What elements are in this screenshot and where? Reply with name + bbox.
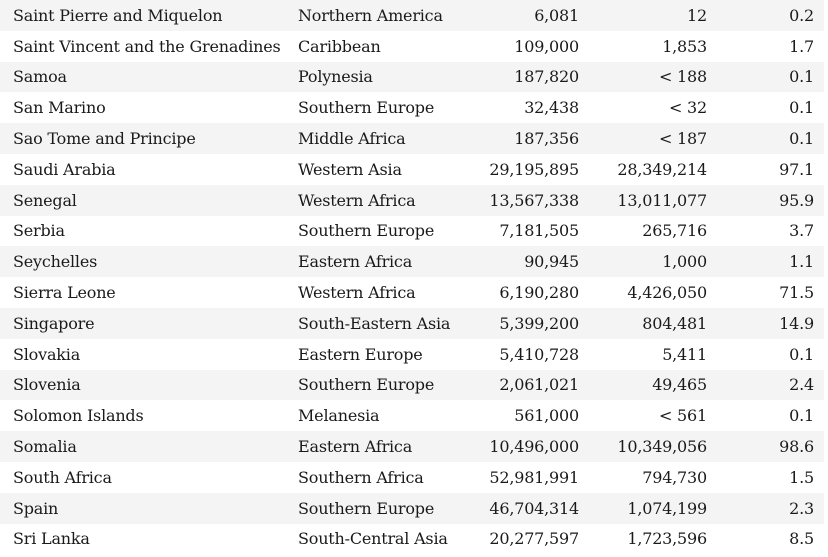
table-row bbox=[0, 92, 824, 123]
region-cell: Southern Europe bbox=[290, 92, 470, 123]
population-cell: 52,981,991 bbox=[470, 462, 585, 493]
population-cell: 6,081 bbox=[470, 0, 585, 31]
muslim-population-cell: 10,349,056 bbox=[585, 431, 713, 462]
population-cell: 20,277,597 bbox=[470, 524, 585, 555]
percent-cell: 95.9 bbox=[713, 185, 824, 216]
table-row bbox=[0, 370, 824, 401]
percent-cell: 0.1 bbox=[713, 62, 824, 93]
table-row bbox=[0, 431, 824, 462]
region-cell: South-Eastern Asia bbox=[290, 308, 470, 339]
table-row bbox=[0, 154, 824, 185]
country-cell: Sao Tome and Principe bbox=[0, 123, 290, 154]
muslim-population-cell: < 187 bbox=[585, 123, 713, 154]
population-cell: 13,567,338 bbox=[470, 185, 585, 216]
population-cell: 7,181,505 bbox=[470, 216, 585, 247]
population-cell: 561,000 bbox=[470, 400, 585, 431]
percent-cell: 1.1 bbox=[713, 246, 824, 277]
country-cell: Slovakia bbox=[0, 339, 290, 370]
percent-cell: 1.5 bbox=[713, 462, 824, 493]
population-cell: 109,000 bbox=[470, 31, 585, 62]
table-row bbox=[0, 123, 824, 154]
country-cell: Sierra Leone bbox=[0, 277, 290, 308]
country-cell: Sri Lanka bbox=[0, 524, 290, 555]
table-row bbox=[0, 216, 824, 247]
country-cell: Senegal bbox=[0, 185, 290, 216]
population-cell: 6,190,280 bbox=[470, 277, 585, 308]
region-cell: Polynesia bbox=[290, 62, 470, 93]
table-row bbox=[0, 462, 824, 493]
region-cell: Southern Europe bbox=[290, 216, 470, 247]
muslim-population-cell: 13,011,077 bbox=[585, 185, 713, 216]
country-cell: Saint Vincent and the Grenadines bbox=[0, 31, 290, 62]
muslim-population-cell: 804,481 bbox=[585, 308, 713, 339]
percent-cell: 3.7 bbox=[713, 216, 824, 247]
region-cell: Eastern Africa bbox=[290, 431, 470, 462]
percent-cell: 0.1 bbox=[713, 339, 824, 370]
muslim-population-cell: 28,349,214 bbox=[585, 154, 713, 185]
percent-cell: 14.9 bbox=[713, 308, 824, 339]
muslim-population-cell: 1,853 bbox=[585, 31, 713, 62]
region-cell: Eastern Europe bbox=[290, 339, 470, 370]
region-cell: Melanesia bbox=[290, 400, 470, 431]
country-cell: Slovenia bbox=[0, 370, 290, 401]
table-row bbox=[0, 0, 824, 31]
population-cell: 32,438 bbox=[470, 92, 585, 123]
muslim-population-cell: 1,000 bbox=[585, 246, 713, 277]
percent-cell: 0.1 bbox=[713, 123, 824, 154]
table-row bbox=[0, 31, 824, 62]
region-cell: Caribbean bbox=[290, 31, 470, 62]
population-cell: 187,820 bbox=[470, 62, 585, 93]
population-cell: 5,399,200 bbox=[470, 308, 585, 339]
country-cell: Serbia bbox=[0, 216, 290, 247]
population-cell: 46,704,314 bbox=[470, 493, 585, 524]
table-row bbox=[0, 277, 824, 308]
region-cell: South-Central Asia bbox=[290, 524, 470, 555]
population-cell: 187,356 bbox=[470, 123, 585, 154]
table-row bbox=[0, 246, 824, 277]
country-cell: Saudi Arabia bbox=[0, 154, 290, 185]
table-row bbox=[0, 308, 824, 339]
percent-cell: 2.3 bbox=[713, 493, 824, 524]
muslim-population-cell: 794,730 bbox=[585, 462, 713, 493]
muslim-population-cell: 4,426,050 bbox=[585, 277, 713, 308]
country-cell: Solomon Islands bbox=[0, 400, 290, 431]
table-row bbox=[0, 400, 824, 431]
population-cell: 5,410,728 bbox=[470, 339, 585, 370]
muslim-population-cell: 1,074,199 bbox=[585, 493, 713, 524]
population-cell: 29,195,895 bbox=[470, 154, 585, 185]
region-cell: Western Asia bbox=[290, 154, 470, 185]
percent-cell: 97.1 bbox=[713, 154, 824, 185]
muslim-population-cell: 49,465 bbox=[585, 370, 713, 401]
table-row bbox=[0, 339, 824, 370]
muslim-population-cell: 265,716 bbox=[585, 216, 713, 247]
region-cell: Western Africa bbox=[290, 277, 470, 308]
region-cell: Southern Europe bbox=[290, 370, 470, 401]
percent-cell: 1.7 bbox=[713, 31, 824, 62]
population-cell: 2,061,021 bbox=[470, 370, 585, 401]
population-cell: 10,496,000 bbox=[470, 431, 585, 462]
percent-cell: 0.1 bbox=[713, 92, 824, 123]
region-cell: Southern Africa bbox=[290, 462, 470, 493]
muslim-population-cell: 5,411 bbox=[585, 339, 713, 370]
region-cell: Western Africa bbox=[290, 185, 470, 216]
percent-cell: 2.4 bbox=[713, 370, 824, 401]
country-cell: Seychelles bbox=[0, 246, 290, 277]
region-cell: Middle Africa bbox=[290, 123, 470, 154]
table-row bbox=[0, 524, 824, 555]
country-cell: Somalia bbox=[0, 431, 290, 462]
percent-cell: 8.5 bbox=[713, 524, 824, 555]
table-row bbox=[0, 62, 824, 93]
percent-cell: 0.1 bbox=[713, 400, 824, 431]
country-cell: South Africa bbox=[0, 462, 290, 493]
table-row bbox=[0, 493, 824, 524]
population-cell: 90,945 bbox=[470, 246, 585, 277]
country-cell: Spain bbox=[0, 493, 290, 524]
country-cell: Singapore bbox=[0, 308, 290, 339]
percent-cell: 71.5 bbox=[713, 277, 824, 308]
muslim-population-cell: < 32 bbox=[585, 92, 713, 123]
country-cell: Samoa bbox=[0, 62, 290, 93]
percent-cell: 98.6 bbox=[713, 431, 824, 462]
region-cell: Eastern Africa bbox=[290, 246, 470, 277]
region-cell: Northern America bbox=[290, 0, 470, 31]
table-row bbox=[0, 185, 824, 216]
muslim-population-cell: < 188 bbox=[585, 62, 713, 93]
country-cell: San Marino bbox=[0, 92, 290, 123]
muslim-population-cell: 12 bbox=[585, 0, 713, 31]
country-cell: Saint Pierre and Miquelon bbox=[0, 0, 290, 31]
percent-cell: 0.2 bbox=[713, 0, 824, 31]
muslim-population-cell: < 561 bbox=[585, 400, 713, 431]
region-cell: Southern Europe bbox=[290, 493, 470, 524]
muslim-population-cell: 1,723,596 bbox=[585, 524, 713, 555]
